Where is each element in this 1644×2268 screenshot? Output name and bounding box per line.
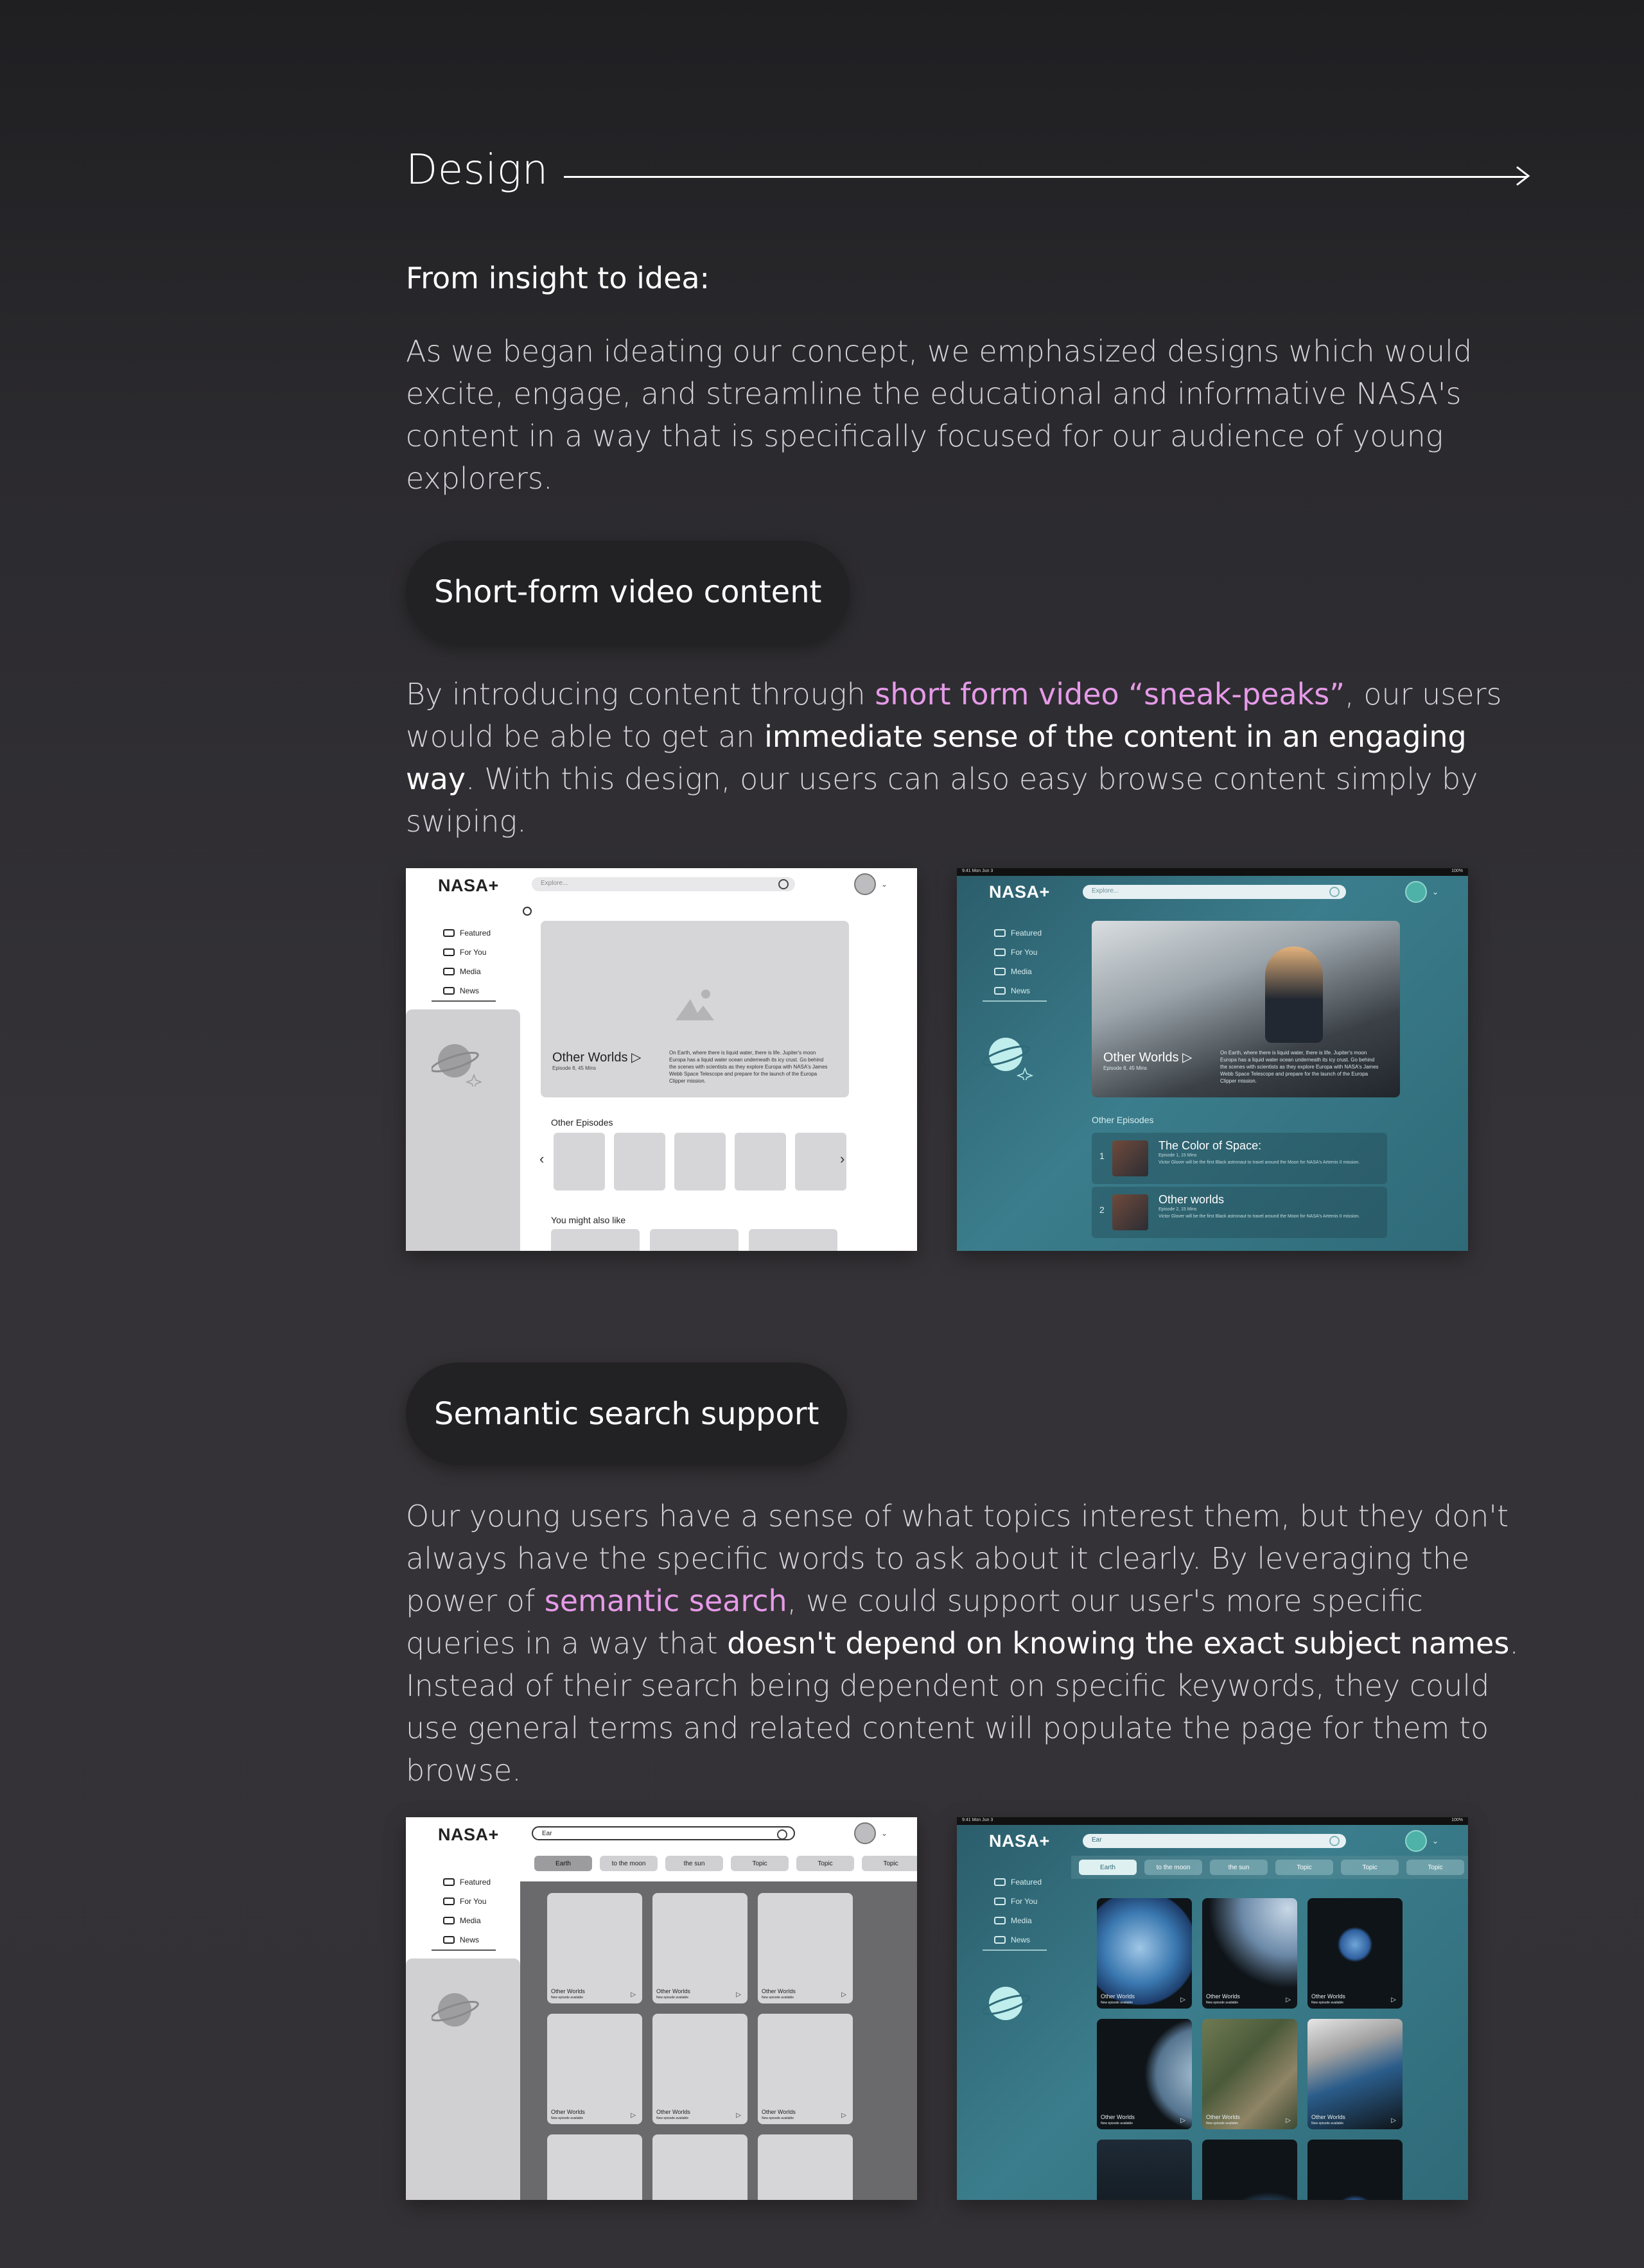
hero-description: On Earth, where there is liquid water, there is life. Jupiter's moon Europa has a liquid water ocean underneath its icy crust. Go behind the scenes with scientists as they explore Europa with NASA's James Webb Space Telescope and prepare for the launch of the Europa Clipper mission. [669, 1050, 828, 1084]
result-card[interactable] [758, 1893, 853, 2003]
menu-label: For You [1011, 948, 1038, 957]
episode-row[interactable] [1092, 1133, 1387, 1184]
text: . Instead of their search being dependent on specific keywords, they could use general terms and related content will populate the page for them to browse. [406, 1626, 1519, 1788]
status-time: 9:41 Mon Jun 3 [962, 1818, 993, 1822]
chevron-right-icon[interactable]: › [840, 1151, 845, 1167]
wireframe-search-screen [406, 1817, 917, 2200]
sidebar-item-featured[interactable] [994, 1872, 1058, 1892]
play-icon[interactable]: ▷ [1391, 1996, 1396, 2003]
episode-thumbnail [1112, 1194, 1148, 1230]
chip-to-the-moon[interactable]: to the moon [600, 1856, 658, 1871]
episode-thumb[interactable] [735, 1133, 786, 1191]
card-subtitle: New episode available [1101, 2122, 1133, 2125]
side-panel [406, 1958, 520, 2200]
menu-label: News [460, 986, 480, 995]
play-icon[interactable]: ▷ [631, 2112, 636, 2119]
search-icon [1329, 1836, 1340, 1846]
sidebar-menu [994, 923, 1058, 1000]
media-icon [443, 968, 455, 975]
media-icon [994, 968, 1006, 975]
episode-row[interactable] [1092, 1187, 1387, 1238]
card-title: Other Worlds [1206, 2114, 1240, 2120]
result-card[interactable] [758, 2014, 853, 2124]
divider [432, 1000, 496, 1002]
rocket-icon [994, 1878, 1006, 1886]
also-like-label: You might also like [551, 1215, 626, 1225]
episode-thumb-row [554, 1133, 846, 1191]
short-form-paragraph [406, 673, 1536, 842]
section-title: Design [406, 146, 548, 194]
heart-icon [994, 948, 1006, 956]
news-icon [994, 987, 1006, 995]
text: . With this design, our users can also easy browse content simply by swiping. [406, 762, 1478, 839]
heart-icon [443, 1897, 455, 1905]
search-input[interactable]: Explore... [1083, 885, 1346, 899]
menu-label: News [1011, 1935, 1031, 1944]
sidebar-item-featured[interactable] [443, 1872, 507, 1892]
section-header [406, 146, 1536, 198]
sidebar-item-news[interactable] [443, 981, 507, 1000]
astronaut-photo [1265, 946, 1323, 1043]
menu-label: For You [1011, 1897, 1038, 1906]
play-icon[interactable]: ▷ [736, 1991, 741, 1998]
avatar[interactable] [1405, 881, 1427, 903]
card-title: Other Worlds [551, 1988, 585, 1994]
episode-number: 2 [1099, 1205, 1105, 1215]
card-title: Other Worlds [1206, 1993, 1240, 2000]
rocket-icon [443, 1878, 455, 1886]
highlight-text: semantic search [544, 1583, 787, 1618]
hero-description: On Earth, where there is liquid water, there is life. Jupiter's moon Europa has a liquid water ocean underneath its icy crust. Go behind the scenes with scientists as they explore Europa with NASA's James Webb Space Telescope and prepare for the launch of the Europa Clipper mission. [1220, 1050, 1379, 1084]
subtitle: From insight to idea: [406, 261, 710, 295]
chip-earth[interactable]: Earth [1079, 1860, 1137, 1875]
menu-label: News [1011, 986, 1031, 995]
result-card[interactable] [1307, 1898, 1403, 2009]
card-subtitle: New episode available [1311, 2122, 1344, 2125]
divider [983, 1000, 1047, 1002]
sidebar-item-featured[interactable] [443, 923, 507, 943]
news-icon [443, 987, 455, 995]
news-icon [443, 1936, 455, 1944]
card-title: Other Worlds [1101, 2114, 1135, 2120]
results-grid [547, 1893, 853, 2200]
sidebar-item-news[interactable] [994, 981, 1058, 1000]
result-card[interactable] [1202, 1898, 1297, 2009]
results-grid [1097, 1898, 1403, 2200]
wireframe-video-screen [406, 868, 917, 1251]
planet-icon [432, 1984, 483, 2036]
status-battery: 100% [1451, 869, 1463, 873]
card-subtitle: New episode available [1206, 2122, 1239, 2125]
result-card[interactable] [1307, 2140, 1403, 2200]
menu-label: Media [460, 1916, 481, 1925]
strong-text: immediate sense of the content in an engaging way [406, 719, 1467, 796]
logo: NASA+ [989, 1831, 1050, 1851]
sidebar-item-featured[interactable] [994, 923, 1058, 943]
chevron-down-icon: ⌄ [881, 1829, 888, 1838]
card-subtitle: New episode available [656, 1996, 689, 2000]
play-icon[interactable]: ▷ [841, 2112, 846, 2119]
episode-title: The Color of Space: [1159, 1139, 1262, 1152]
planet-icon [432, 1035, 483, 1086]
search-input[interactable]: Ear [1083, 1834, 1346, 1848]
logo: NASA+ [989, 882, 1050, 902]
result-card[interactable] [1307, 2019, 1403, 2129]
sidebar-menu [443, 1872, 507, 1950]
recommendation-card[interactable] [650, 1229, 739, 1251]
chip-to-the-moon[interactable]: to the moon [1144, 1860, 1202, 1875]
sidebar-item-for-you[interactable] [443, 943, 507, 962]
sidebar-item-media[interactable] [443, 962, 507, 981]
chevron-down-icon: ⌄ [881, 880, 888, 889]
sidebar-item-media[interactable] [994, 962, 1058, 981]
chip-topic[interactable]: Topic [1341, 1860, 1399, 1875]
card-subtitle: New episode available [1206, 2001, 1239, 2005]
topic-chips [1079, 1860, 1464, 1875]
result-card[interactable] [1097, 2140, 1192, 2200]
sidebar-item-media[interactable] [443, 1911, 507, 1930]
card-subtitle: New episode available [656, 2116, 689, 2120]
search-icon [778, 879, 789, 889]
episode-thumb[interactable] [795, 1133, 846, 1191]
sidebar-item-for-you[interactable] [994, 1892, 1058, 1911]
semantic-paragraph [406, 1495, 1536, 1792]
menu-label: Media [1011, 967, 1032, 976]
divider [432, 1950, 496, 1951]
card-title: Other Worlds [551, 2109, 585, 2115]
text: Our young users have a sense of what topics interest them, but they don't always have the specific words to ask about it clearly. By leveraging the power of [406, 1499, 1509, 1618]
result-card[interactable] [652, 1893, 748, 2003]
sidebar-menu [994, 1872, 1058, 1950]
avatar[interactable] [854, 873, 876, 895]
search-input[interactable]: Ear [532, 1826, 795, 1840]
side-panel [406, 1009, 520, 1251]
card-subtitle: New episode available [1101, 2001, 1133, 2005]
menu-label: Media [460, 967, 481, 976]
episode-thumb[interactable] [554, 1133, 605, 1191]
episode-list [1092, 1133, 1387, 1241]
semantic-search-pill: Semantic search support [406, 1363, 847, 1465]
status-bar [957, 868, 1468, 876]
chip-earth[interactable]: Earth [534, 1856, 592, 1871]
chip-the-sun[interactable]: the sun [665, 1856, 723, 1871]
search-icon [1329, 887, 1340, 897]
back-icon[interactable] [523, 907, 532, 916]
media-icon [443, 1917, 455, 1924]
card-title: Other Worlds [656, 2109, 690, 2115]
play-icon[interactable]: ▷ [736, 2112, 741, 2119]
card-subtitle: New episode available [762, 2116, 794, 2120]
rocket-icon [443, 929, 455, 937]
chevron-down-icon: ⌄ [1432, 1836, 1439, 1845]
menu-label: For You [460, 948, 487, 957]
hifi-search-screen [957, 1817, 1468, 2200]
menu-label: Featured [1011, 929, 1042, 938]
chip-topic[interactable]: Topic [1275, 1860, 1333, 1875]
episode-description: Victor Glover will be the first Black astronaut to travel around the Moon for NASA's Artemis II mission. [1159, 1214, 1360, 1219]
episode-number: 1 [1099, 1151, 1105, 1161]
status-time: 9:41 Mon Jun 3 [962, 869, 993, 873]
episode-meta: Episode 2, 15 Mins [1159, 1207, 1197, 1212]
menu-label: News [460, 1935, 480, 1944]
menu-label: For You [460, 1897, 487, 1906]
chip-topic[interactable]: Topic [862, 1856, 917, 1871]
card-title: Other Worlds [762, 1988, 796, 1994]
menu-label: Featured [460, 929, 491, 938]
text: , our users would be able to get an [406, 677, 1502, 754]
arrow-line [564, 176, 1527, 178]
short-form-pill: Short-form video content [406, 541, 850, 643]
image-placeholder-icon [672, 985, 717, 1024]
logo: NASA+ [438, 876, 499, 895]
heart-icon [994, 1897, 1006, 1905]
also-like-row [551, 1229, 837, 1251]
result-card[interactable] [1097, 1898, 1192, 2009]
divider [983, 1950, 1047, 1951]
logo: NASA+ [438, 1825, 499, 1844]
card-title: Other Worlds [762, 2109, 796, 2115]
other-episodes-label: Other Episodes [551, 1117, 613, 1128]
chip-the-sun[interactable]: the sun [1210, 1860, 1268, 1875]
play-icon[interactable]: ▷ [1180, 1996, 1185, 2003]
episode-thumb[interactable] [614, 1133, 665, 1191]
sidebar-item-news[interactable] [994, 1930, 1058, 1950]
text: , we could support our user's more specific queries in a way that [406, 1583, 1423, 1661]
recommendation-card[interactable] [551, 1229, 640, 1251]
menu-label: Featured [1011, 1878, 1042, 1887]
result-card[interactable] [652, 2134, 748, 2200]
menu-label: Media [1011, 1916, 1032, 1925]
play-icon[interactable]: ▷ [1180, 2117, 1185, 2124]
episode-meta: Episode 1, 15 Mins [1159, 1153, 1197, 1158]
highlight-text: short form video “sneak-peaks” [875, 677, 1345, 711]
media-icon [994, 1917, 1006, 1924]
card-title: Other Worlds [1101, 1993, 1135, 2000]
play-icon[interactable]: ▷ [1391, 2117, 1396, 2124]
episode-title: Other worlds [1159, 1193, 1225, 1206]
sidebar-menu [443, 923, 507, 1000]
topic-chips [534, 1856, 917, 1871]
recommendation-card[interactable] [749, 1229, 837, 1251]
other-episodes-label: Other Episodes [1092, 1115, 1154, 1125]
result-card[interactable] [547, 2134, 642, 2200]
result-card[interactable] [1202, 2140, 1297, 2200]
planet-icon [983, 1029, 1034, 1080]
play-icon[interactable]: ▷ [1286, 2117, 1291, 2124]
intro-paragraph: As we began ideating our concept, we emphasized designs which would excite, engage, and streamline the educational and informative NASA's content in a way that is specifically focused for our audience of young explorers. [406, 334, 1473, 496]
hifi-video-screen [957, 868, 1468, 1251]
play-icon[interactable]: ▷ [841, 1991, 846, 1998]
card-subtitle: New episode available [551, 1996, 584, 2000]
heart-icon [443, 948, 455, 956]
chip-topic[interactable]: Topic [796, 1856, 854, 1871]
episode-thumbnail [1112, 1140, 1148, 1176]
card-subtitle: New episode available [551, 2116, 584, 2120]
result-card[interactable] [547, 1893, 642, 2003]
card-title: Other Worlds [656, 1988, 690, 1994]
sidebar-item-for-you[interactable] [443, 1892, 507, 1911]
chevron-left-icon[interactable]: ‹ [539, 1151, 545, 1167]
rocket-icon [994, 929, 1006, 937]
sidebar-item-media[interactable] [994, 1911, 1058, 1930]
search-icon [777, 1829, 787, 1840]
episode-thumb[interactable] [674, 1133, 726, 1191]
play-icon[interactable]: ▷ [1286, 1996, 1291, 2003]
sidebar-item-news[interactable] [443, 1930, 507, 1950]
hero-title: Other Worlds ▷ [1103, 1051, 1193, 1065]
card-title: Other Worlds [1311, 2114, 1345, 2120]
hero-title: Other Worlds ▷ [552, 1051, 642, 1065]
news-icon [994, 1936, 1006, 1944]
card-title: Other Worlds [1311, 1993, 1345, 2000]
card-subtitle: New episode available [762, 1996, 794, 2000]
avatar[interactable] [1405, 1830, 1427, 1852]
arrow-right-icon [1508, 163, 1534, 189]
search-input[interactable]: Explore... [532, 877, 795, 891]
hero-video[interactable] [1092, 921, 1400, 1097]
chip-topic[interactable]: Topic [731, 1856, 789, 1871]
result-card[interactable] [547, 2014, 642, 2124]
result-card[interactable] [758, 2134, 853, 2200]
result-card[interactable] [1202, 2019, 1297, 2129]
card-subtitle: New episode available [1311, 2001, 1344, 2005]
sidebar-item-for-you[interactable] [994, 943, 1058, 962]
strong-text: doesn't depend on knowing the exact subject names [727, 1626, 1510, 1661]
play-icon[interactable]: ▷ [631, 1991, 636, 1998]
menu-label: Featured [460, 1878, 491, 1887]
status-battery: 100% [1451, 1818, 1463, 1822]
text: By introducing content through [406, 677, 875, 711]
planet-icon [983, 1978, 1034, 2029]
result-card[interactable] [652, 2014, 748, 2124]
avatar[interactable] [854, 1822, 876, 1844]
hero-video[interactable] [541, 921, 849, 1097]
episode-description: Victor Glover will be the first Black astronaut to travel around the Moon for NASA's Artemis II mission. [1159, 1160, 1360, 1165]
hero-meta: Episode 8, 45 Mins [552, 1065, 597, 1071]
status-bar [957, 1817, 1468, 1825]
hero-meta: Episode 8, 45 Mins [1103, 1065, 1148, 1071]
chip-topic[interactable]: Topic [1406, 1860, 1464, 1875]
result-card[interactable] [1097, 2019, 1192, 2129]
chevron-down-icon: ⌄ [1432, 887, 1439, 896]
